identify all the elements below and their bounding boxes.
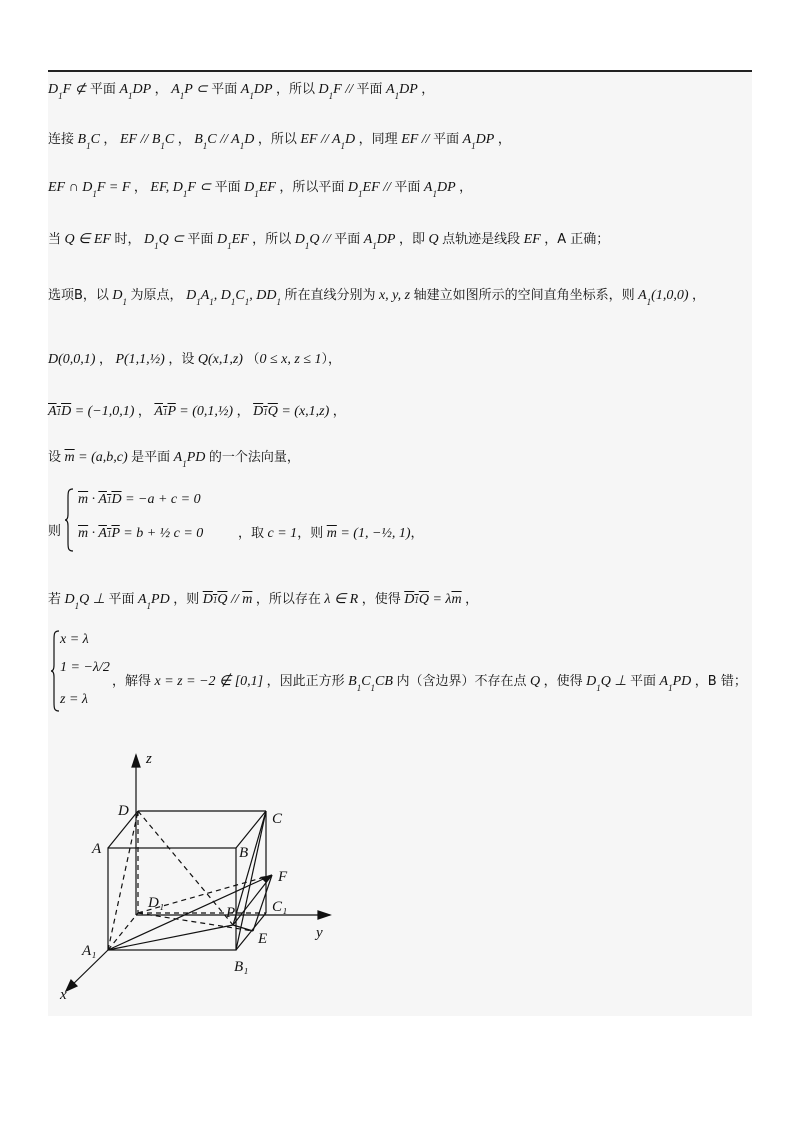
label-B1: B₁: [234, 959, 249, 975]
left-brace-icon: [64, 488, 74, 552]
label-E: E: [258, 931, 268, 947]
text-line-3: EF ∩ $D_1F = F$ ， EF, $D_1F$ ⊂ 平面 $D_1EF$ ，所以平面 $D_1EF$ // 平面 $A_1DP$ ，: [48, 180, 473, 199]
text-line-6: D(0,0,1) ， P(1,1,½) ，设 Q(x,1,z) （0 ≤ x, z ≤ 1），: [48, 352, 342, 367]
left-brace-icon: [50, 630, 60, 712]
label-z: z: [146, 751, 152, 767]
label-D1: D₁: [148, 895, 165, 911]
text-line-1: $D_1F$ ⊄ 平面 $A_1DP$ ， $A_1P$ ⊂ 平面 $A_1DP$ ，所以 $D_1F$ // 平面 $A_1DP$ ，: [48, 82, 435, 101]
label-x: x: [60, 987, 67, 1003]
system1-prefix: 则: [48, 524, 62, 539]
system2-eq1: x = λ: [60, 632, 89, 647]
label-B: B: [239, 845, 249, 861]
text-line-4: 当 Q ∈ EF 时， $D_1Q$ ⊂ 平面 $D_1EF$ ，所以 $D_1Q$ // 平面 $A_1DP$ ，即 Q 点轨迹是线段 EF ，A 正确；: [48, 232, 610, 251]
system2-eq3: z = λ: [60, 692, 88, 707]
system2-eq2: 1 = −λ/2: [60, 660, 110, 675]
label-y: y: [316, 925, 323, 941]
text-line-7: A1D = (−1,0,1) ， A1P = (0,1,½) ， D1Q = (x,1,z) ，: [48, 404, 346, 419]
label-C1: C₁: [272, 899, 288, 915]
equation-system-1: [48, 486, 752, 558]
label-D: D: [118, 803, 129, 819]
system1-eq2: $\overline{m} \cdot A1P = b$ + ½ c = 0: [78, 526, 204, 541]
text-line-9: 若 $D_1Q$ ⊥ 平面 $A_1PD$ ，则 $D1Q // \overline{m}$ ，所以存在 λ ∈ R ，使得 $D1Q = \lambda\overline{m}$ ，: [48, 592, 479, 611]
label-F: F: [278, 869, 288, 885]
cube-figure: [48, 745, 348, 1005]
equation-system-2: [48, 628, 752, 714]
label-P: P: [226, 905, 236, 921]
label-A: A: [92, 841, 102, 857]
system1-eq1: $\overline{m} \cdot A1D = -a + c = 0$: [78, 492, 201, 507]
system1-take: ，取 c = 1，则 $\overline{m} = (1$, −½, 1)，: [238, 526, 424, 541]
system2-tail: ，解得 x = z = −2 ∉ [0,1] ，因此正方形 $B_1C_1CB$ 内（含边界）不存在点 Q ，使得 $D_1Q$ ⊥ 平面 $A_1PD$ ，B 错；: [112, 674, 747, 693]
label-C: C: [272, 811, 283, 827]
text-line-5: 选项B，以 $D_1$ 为原点， $D_1A_1$, $D_1C_1$, $DD_1$ 所在直线分别为 x, y, z 轴建立如图所示的空间直角坐标系，则 $A_1(1,0,0)$ ，: [48, 288, 705, 307]
text-line-2: 连接 $B_1C$ ， EF // $B_1C$ ， $B_1C // A_1D$ ，所以 EF // $A_1D$ ，同理 EF // 平面 $A_1DP$ ，: [48, 132, 511, 151]
text-line-8: 设 $\overline{m} = (a,b,c)$ 是平面 $A_1PD$ 的一个法向量，: [48, 450, 300, 469]
label-A1: A₁: [82, 943, 97, 959]
